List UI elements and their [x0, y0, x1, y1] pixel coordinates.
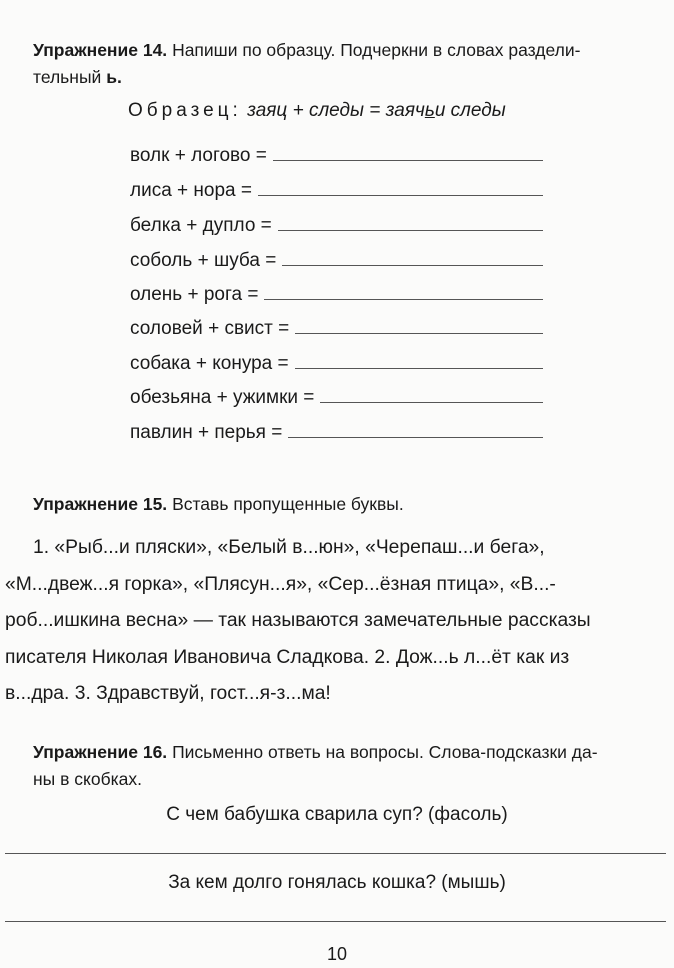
sample-line	[128, 100, 506, 122]
sample-part1: заяц + следы = заяч	[247, 100, 425, 121]
exercise-14-row	[130, 215, 543, 237]
answer-line[interactable]	[288, 436, 543, 438]
answer-line-1[interactable]	[5, 853, 666, 854]
exercise-15-line: роб...ишкина весна» — так называются замечательные рассказы	[5, 610, 591, 631]
exercise-15-line: писателя Николая Ивановича Сладкова. 2. Дож...ь л...ёт как из	[5, 646, 570, 668]
exercise-16-heading	[33, 739, 665, 793]
sample-part3: и следы	[434, 100, 506, 121]
exercise-14-instruction: Напиши по образцу. Подчеркни в словах раздели-	[172, 40, 581, 60]
answer-line[interactable]	[295, 332, 543, 334]
exercise-14-row	[130, 284, 543, 306]
soft-sign: ь.	[106, 67, 122, 87]
exercise-14-number: Упражнение 14.	[33, 40, 168, 60]
question-2: За кем долго гонялась кошка? (мышь)	[168, 872, 506, 893]
answer-line[interactable]	[295, 367, 543, 369]
answer-line[interactable]	[278, 229, 543, 231]
row-expression: волк + логово =	[130, 145, 267, 166]
answer-line[interactable]	[258, 194, 543, 196]
answer-line[interactable]	[273, 159, 543, 161]
row-expression: собака + конура =	[130, 353, 289, 374]
exercise-14-row	[130, 353, 543, 375]
exercise-15-line: 1. «Рыб...и пляски», «Белый в...юн», «Черепаш...и бега»,	[33, 537, 545, 558]
row-expression: олень + рога =	[130, 284, 259, 305]
answer-line[interactable]	[282, 264, 543, 266]
exercise-15-heading	[33, 491, 665, 518]
exercise-15-body	[5, 530, 667, 713]
row-expression: соболь + шуба =	[130, 250, 277, 271]
exercise-14-instruction-cont: тельный	[33, 67, 107, 87]
row-expression: белка + дупло =	[130, 215, 272, 236]
exercise-14-row	[130, 387, 543, 409]
exercise-15-line: в...дра. 3. Здравствуй, гост...я-з...ма!	[5, 683, 331, 704]
exercise-15-line: «М...двеж...я горка», «Плясун...я», «Сер...ёзная птица», «В...-	[5, 573, 556, 595]
exercise-15-number: Упражнение 15.	[33, 494, 168, 514]
answer-line-2[interactable]	[5, 921, 666, 922]
question-1: С чем бабушка сварила суп? (фасоль)	[166, 804, 508, 825]
row-expression: соловей + свист =	[130, 318, 290, 339]
row-expression: обезьяна + ужимки =	[130, 387, 315, 408]
exercise-16-number: Упражнение 16.	[33, 742, 168, 762]
page-number: 10	[326, 944, 348, 964]
exercise-14-row	[130, 145, 543, 167]
sample-label: Образец:	[128, 100, 242, 121]
row-expression: павлин + перья =	[130, 422, 283, 443]
exercise-14-row	[130, 318, 543, 340]
row-expression: лиса + нора =	[130, 180, 252, 201]
exercise-14-heading	[33, 37, 665, 91]
sample-soft-sign: ь	[424, 100, 435, 121]
answer-line[interactable]	[264, 298, 543, 300]
exercise-16-instruction: Письменно ответь на вопросы. Слова-подсказки да-	[172, 742, 598, 762]
exercise-14-row	[130, 422, 543, 444]
exercise-14-row	[130, 250, 543, 272]
exercise-14-row	[130, 180, 543, 202]
answer-line[interactable]	[320, 401, 543, 403]
exercise-15-instruction: Вставь пропущенные буквы.	[172, 494, 404, 514]
exercise-16-instruction-cont: ны в скобках.	[33, 769, 143, 789]
